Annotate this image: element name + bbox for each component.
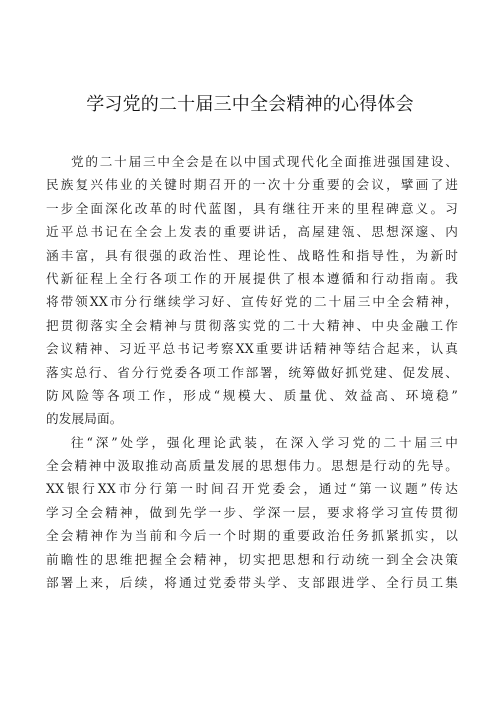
body-line: 防风险等各项工作，形成“规模大、质量优、效益高、环境稳” [46,387,458,403]
body-line: 的发展局面。 [46,411,123,427]
document-title: 学习党的二十届三中全会精神的心得体会 [86,94,414,115]
body-line: 往“深”处学，强化理论武装，在深入学习党的二十届三中 [71,434,458,450]
body-line: 民族复兴伟业的关键时期召开的一次十分重要的会议，擘画了进 [46,177,458,193]
body-line: 全会精神中汲取推动高质量发展的思想伟力。思想是行动的先导。 [46,458,458,474]
body-line: 部署上来，后续，将通过党委带头学、支部跟进学、全行员工集 [46,575,458,591]
body-line: 近平总书记在全会上发表的重要讲话，高屋建瓴、思想深邃、内 [46,224,458,240]
body-line: 代新征程上全行各项工作的开展提供了根本遵循和行动指南。我 [46,270,458,286]
body-line: 会议精神、习近平总书记考察XX重要讲话精神等结合起来，认真 [46,341,458,357]
body-line: 落实总行、省分行党委各项工作部署，统筹做好抓党建、促发展、 [46,364,458,380]
body-line: 把贯彻落实全会精神与贯彻落实党的二十大精神、中央金融工作 [46,317,458,333]
body-line: 将带领XX市分行继续学习好、宣传好党的二十届三中全会精神， [46,294,458,310]
body-line: 党的二十届三中全会是在以中国式现代化全面推进强国建设、 [71,154,458,169]
body-line: 全会精神作为当前和今后一个时期的重要政治任务抓紧抓实，以 [46,528,458,544]
document-body [46,150,458,594]
body-line: XX银行XX市分行第一时间召开党委会，通过“第一议题”传达 [46,481,458,497]
body-line: 一步全面深化改革的时代蓝图，具有继往开来的里程碑意义。习 [46,200,458,216]
body-line: 学习全会精神，做到先学一步、学深一层，要求将学习宣传贯彻 [46,504,458,520]
body-line: 前瞻性的思维把握全会精神，切实把思想和行动统一到全会决策 [46,551,458,567]
body-line: 涵丰富，具有很强的政治性、理论性、战略性和指导性，为新时 [46,247,458,263]
